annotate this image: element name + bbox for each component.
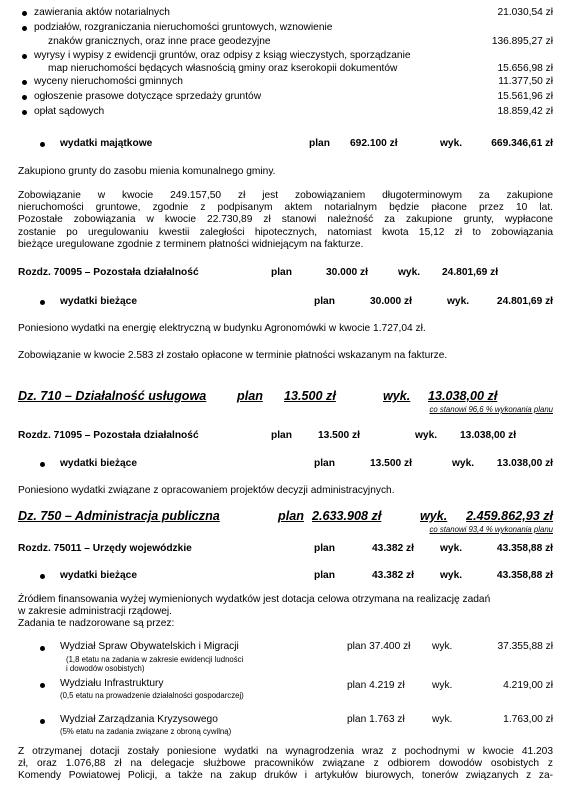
paragraph [18, 594, 558, 631]
list-item-amount: 15.656,98 zł [497, 63, 553, 74]
wyk-label: wyk. [440, 138, 463, 149]
wyk-value: 13.038,00 zł [428, 389, 498, 403]
task-note: i dowodów osobistych) [66, 664, 145, 673]
section-title: Rozdz. 71095 – Pozostała działalność [18, 430, 199, 441]
paragraph-line: bieżące uregulowane zgodnie z terminem płatności widniejącym na fakturze. [18, 238, 364, 250]
execution-note: co stanowi 96,6 % wykonania planu [429, 405, 553, 414]
chapter-title: Dz. 710 – Działalność usługowa [18, 389, 207, 403]
list-item: wyrysy i wypisy z ewidencji gruntów, oraz odpisy z ksiąg wieczystych, sporządzanie [34, 50, 411, 61]
wyk-value: 1.763,00 zł [503, 714, 553, 725]
list-item: podziałów, rozgraniczania nieruchomości gruntowych, wznowienie [34, 22, 333, 33]
wyk-label: wyk. [415, 430, 438, 441]
bullet-icon [22, 26, 27, 31]
wyk-value: 43.358,88 zł [496, 570, 553, 581]
paragraph: Poniesiono wydatki związane z opracowaniem projektów decyzji administracyjnych. [18, 485, 395, 496]
plan-label: plan [271, 267, 292, 278]
section-title: Rozdz. 70095 – Pozostała działalność [18, 267, 199, 278]
paragraph [18, 190, 553, 251]
bullet-icon [40, 683, 45, 688]
wyk-value: 13.038,00 zł [496, 458, 553, 469]
paragraph-line: Pozostałe zobowiązania w kwocie 22.730,89 zł stanowi należność za zakupione grunty, wypłacone [18, 214, 553, 226]
plan-value: plan 4.219 zł [347, 680, 405, 691]
paragraph-line: Zobowiązanie w kwocie 249.157,50 zł jest zobowiązaniem długoterminowym za zakupione [18, 190, 553, 201]
wyk-label: wyk. [432, 641, 453, 652]
wyk-value: 13.038,00 zł [460, 430, 517, 441]
execution-note: co stanowi 93,4 % wykonania planu [429, 525, 553, 534]
bullet-icon [40, 300, 45, 305]
bullet-icon [40, 719, 45, 724]
wyk-value: 24.801,69 zł [496, 296, 553, 307]
paragraph: Zobowiązanie w kwocie 2.583 zł zostało opłacone w terminie płatności wskazanym na fakturze. [18, 350, 448, 361]
plan-value: 30.000 zł [370, 296, 412, 307]
wyk-label: wyk. [398, 267, 421, 278]
wyk-value: 37.355,88 zł [497, 641, 553, 652]
list-item: ogłoszenie prasowe dotyczące sprzedaży gruntów [34, 91, 262, 102]
plan-value: 13.500 zł [370, 458, 412, 469]
list-item: opłat sądowych [34, 106, 105, 117]
list-item-amount: 18.859,42 zł [497, 106, 553, 117]
task-note: (1,8 etatu na zadania w zakresie ewidencji ludności [66, 655, 244, 664]
wyk-value: 4.219,00 zł [503, 680, 553, 691]
list-item-cont: map nieruchomości będących własnością gminy oraz kserokopii dokumentów [48, 63, 398, 74]
paragraph-line: zł, oraz 1.076,88 zł na delegacje służbowe pracowników związane z odbiorem dowodów osobistych z [18, 758, 553, 770]
list-item-amount: 21.030,54 zł [497, 7, 553, 18]
bullet-icon [22, 54, 27, 59]
paragraph-line: Komendy Powiatowej Policji, a także na zakup druków i artykułów biurowych, tonerów związanych z za- [18, 770, 553, 782]
bullet-icon [22, 11, 27, 16]
task-note: (0,5 etatu na prowadzenie działalności gospodarczej) [60, 691, 244, 700]
paragraph-line: nieruchomości gruntowe, zgodnie z podpisanym aktem notarialnym będzie płacone przez 10 lat. [18, 202, 553, 214]
row-label: wydatki majątkowe [60, 138, 153, 149]
plan-value: plan 37.400 zł [347, 641, 411, 652]
plan-value: 2.633.908 zł [312, 509, 382, 523]
bullet-icon [40, 646, 45, 651]
plan-label: plan [314, 570, 335, 581]
wyk-label: wyk. [432, 680, 453, 691]
bullet-icon [40, 462, 45, 467]
plan-label: plan [237, 389, 263, 403]
list-item: wyceny nieruchomości gminnych [34, 76, 183, 87]
task-name: Wydział Spraw Obywatelskich i Migracji [60, 641, 239, 652]
paragraph: Zakupiono grunty do zasobu mienia komunalnego gminy. [18, 166, 276, 177]
paragraph-line: Zadania te nadzorowane są przez: [18, 618, 175, 630]
task-name: Wydział Zarządzania Kryzysowego [60, 714, 218, 725]
plan-value: 43.382 zł [372, 543, 414, 554]
wyk-label: wyk. [452, 458, 475, 469]
paragraph-line: w zakresie administracji rządowej. [18, 606, 172, 618]
row-label: wydatki bieżące [60, 296, 138, 307]
list-item-amount: 136.895,27 zł [491, 36, 553, 47]
wyk-value: 2.459.862,93 zł [466, 509, 553, 523]
task-note: (5% etatu na zadania związane z obroną cywilną) [60, 727, 232, 736]
bullet-icon [40, 574, 45, 579]
plan-value: 13.500 zł [318, 430, 360, 441]
paragraph: Poniesiono wydatki na energię elektryczną w budynku Agronomówki w kwocie 1.727,04 zł. [18, 323, 426, 334]
wyk-value: 43.358,88 zł [496, 543, 553, 554]
list-item-amount: 11.377,50 zł [498, 76, 553, 87]
list-item-cont: znaków granicznych, oraz inne prace geodezyjne [48, 36, 271, 47]
list-item: zawierania aktów notarialnych [34, 7, 170, 18]
plan-label: plan [278, 509, 304, 523]
wyk-label: wyk. [383, 389, 411, 403]
plan-label: plan [309, 138, 330, 149]
bullet-icon [40, 142, 45, 147]
wyk-label: wyk. [440, 570, 463, 581]
plan-label: plan [314, 458, 335, 469]
chapter-title: Dz. 750 – Administracja publiczna [18, 509, 220, 523]
plan-label: plan [314, 543, 335, 554]
row-label: wydatki bieżące [60, 458, 138, 469]
row-label: wydatki bieżące [60, 570, 138, 581]
paragraph-line: zostanie po uregulowaniu kwestii zaległości hipotecznych, natomiast kwota 15,12 zł to zobowiązania [18, 226, 553, 238]
wyk-label: wyk. [440, 543, 463, 554]
section-title: Rozdz. 75011 – Urzędy wojewódzkie [18, 543, 192, 554]
plan-label: plan [271, 430, 292, 441]
wyk-label: wyk. [447, 296, 470, 307]
paragraph-line: Źródłem finansowania wyżej wymienionych wydatków jest dotacja celowa otrzymana na realizację zadań [18, 594, 491, 605]
bullet-icon [22, 110, 27, 115]
bullet-icon [22, 95, 27, 100]
plan-value: 43.382 zł [372, 570, 414, 581]
wyk-value: 24.801,69 zł [442, 267, 499, 278]
bullet-icon [22, 80, 27, 85]
task-name: Wydziału Infrastruktury [60, 678, 164, 689]
wyk-value: 669.346,61 zł [491, 138, 553, 149]
wyk-label: wyk. [420, 509, 448, 523]
plan-value: 692.100 zł [350, 138, 398, 149]
wyk-label: wyk. [432, 714, 453, 725]
paragraph [18, 746, 553, 783]
paragraph-line: Z otrzymanej dotacji zostały poniesione wydatki na wynagrodzenia wraz z pochodnymi w kwocie 41.203 [18, 746, 553, 757]
plan-value: 30.000 zł [326, 267, 368, 278]
plan-value: 13.500 zł [284, 389, 336, 403]
list-item-amount: 15.561,96 zł [497, 91, 553, 102]
plan-label: plan [314, 296, 335, 307]
plan-value: plan 1.763 zł [347, 714, 405, 725]
